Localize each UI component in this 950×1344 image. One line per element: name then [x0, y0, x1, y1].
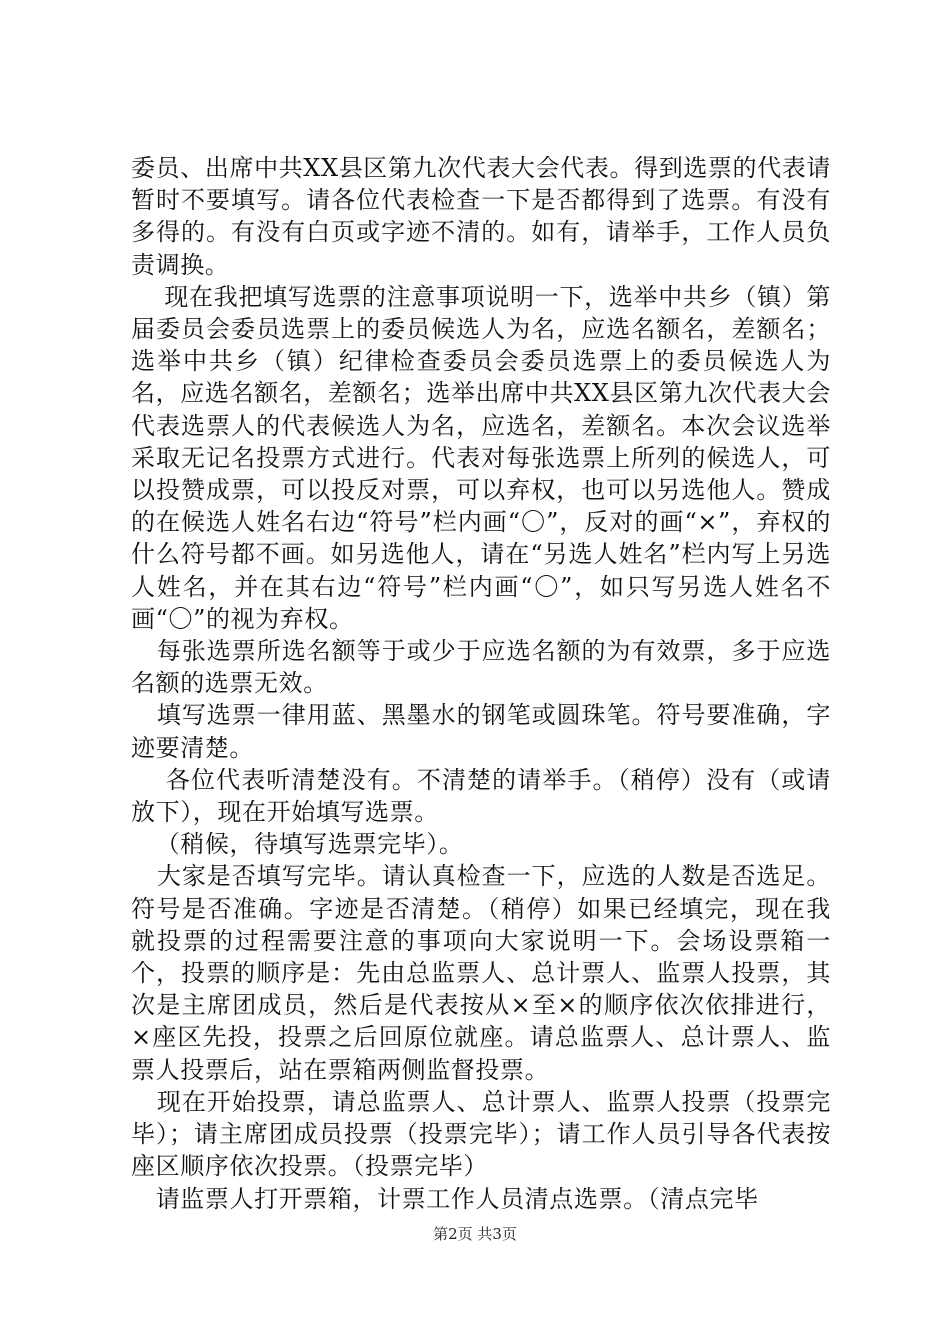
page-number-label: 第2页 共3页	[433, 1225, 517, 1243]
paragraph-6: （稍候，待填写选票完毕）。	[131, 830, 464, 859]
paragraph-9: 请监票人打开票箱，计票工作人员清点选票。（清点完毕	[131, 1184, 759, 1213]
paragraph-8: 现在开始投票，请总监票人、总计票人、监票人投票（投票完毕）；请主席团成员投票（投票完毕）；请工作人员引导各代表按座区顺序依次投票。（投票完毕）	[131, 1087, 832, 1181]
paragraph-4: 填写选票一律用蓝、黑墨水的钢笔或圆珠笔。符号要准确，字迹要清楚。	[131, 701, 832, 762]
body-text	[131, 152, 831, 1215]
paragraph-7: 大家是否填写完毕。请认真检查一下，应选的人数是否选足。符号是否准确。字迹是否清楚。（稍停）如果已经填完，现在我就投票的过程需要注意的事项向大家说明一下。会场设票箱一个，投票的顺序是：先由总监票人、总计票人、监票人投票，其次是主席团成员，然后是代表按从×至×的顺序依次依排进行，×座区先投，投票之后回原位就座。请总监票人、总计票人、监票人投票后，站在票箱两侧监督投票。	[131, 862, 832, 1084]
paragraph-3: 每张选票所选名额等于或少于应选名额的为有效票，多于应选名额的选票无效。	[131, 637, 832, 698]
paragraph-1: 委员、出席中共XX县区第九次代表大会代表。得到选票的代表请暂时不要填写。请各位代表检查一下是否都得到了选票。有没有多得的。有没有白页或字迹不清的。如有，请举手，工作人员负责调换。	[131, 154, 831, 279]
page-footer	[0, 1224, 950, 1244]
paragraph-2: 现在我把填写选票的注意事项说明一下，选举中共乡（镇）第届委员会委员选票上的委员候选人为名，应选名额名，差额名；选举中共乡（镇）纪律检查委员会委员选票上的委员候选人为名，应选名额名，差额名；选举出席中共XX县区第九次代表大会代表选票人的代表候选人为名，应选名，差额名。本次会议选举采取无记名投票方式进行。代表对每张选票上所列的候选人，可以投赞成票，可以投反对票，可以弃权，也可以另选他人。赞成的在候选人姓名右边“符号”栏内画“〇”，反对的画“×”，弃权的什么符号都不画。如另选他人，请在“另选人姓名”栏内写上另选人姓名，并在其右边“符号”栏内画“〇”，如只写另选人姓名不画“〇”的视为弃权。	[131, 282, 832, 633]
paragraph-5: 各位代表听清楚没有。不清楚的请举手。（稍停）没有（或请放下），现在开始填写选票。	[131, 765, 831, 827]
